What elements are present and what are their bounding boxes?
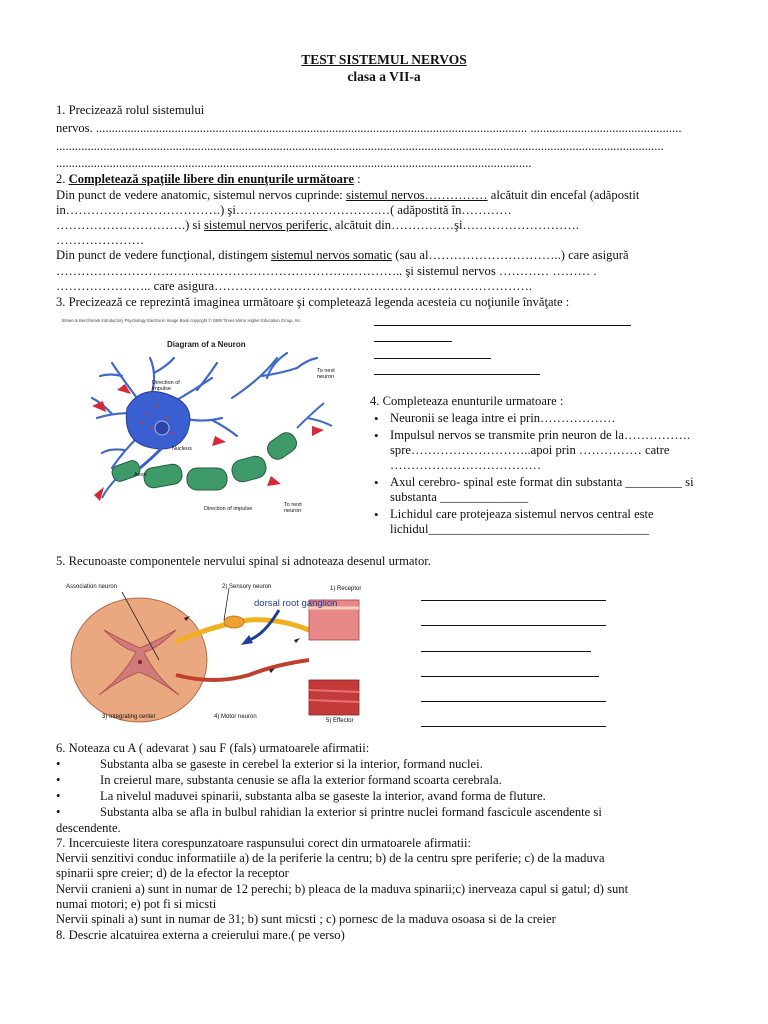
q6-item-4-text: Substanta alba se afla in bulbul rahidian la exterior si printre nuclei formand fascicule ascendente si <box>100 805 602 819</box>
q2-line2: in……………………………….) şi…………………………….…( adăpostită în………… <box>56 203 512 217</box>
label-motor-neuron: 4) Motor neuron <box>214 714 257 720</box>
q5-answer-line-5[interactable] <box>421 701 606 702</box>
q2-line1-b: alcătuit din encefal (adăpostit <box>490 188 640 202</box>
q6-item-3: • La nivelul maduvei spinarii, substanta alba se gaseste la interior, avand forma de fluture. <box>56 789 546 803</box>
q3-answer-line-4[interactable] <box>374 374 540 375</box>
q6-item-2-text: In creierul mare, substanta cenusie se afla la exterior formand scoarta cerebrala. <box>100 773 502 787</box>
q1-line2: nervos. ......................................................................................................................................... ................................................ <box>56 121 682 135</box>
q6-item-1: • Substanta alba se gaseste in cerebel la exterior si la interior, formand nuclei. <box>56 757 483 771</box>
q4-list <box>372 411 718 539</box>
q8-text: 8. Descrie alcatuirea externa a creierului mare.( pe verso) <box>56 928 345 942</box>
q4-item-1: • Neuronii se leaga intre ei prin……………… <box>372 411 718 426</box>
q1-line1: 1. Precizează rolul sistemului <box>56 103 205 117</box>
q7-b-line1: Nervii cranieni a) sunt in numar de 12 perechi; b) pleaca de la maduva spinarii;c) inerveaza capul si gatul; d) sunt <box>56 882 629 896</box>
q4-item-2: • Impulsul nervos se transmite prin neuron de la……………. spre………………………..apoi prin …………… catre ……………………………… <box>372 428 718 473</box>
q2-line7: ………………….. care asigura…………………………………………………………………. <box>56 279 533 293</box>
q3-answer-line-1[interactable] <box>374 325 631 326</box>
label-effector: 5) Effector <box>326 718 354 724</box>
q1-line3: ................................................................................................................................................................................................. <box>56 139 664 153</box>
q5-text: 5. Recunoaste componentele nervului spinal si adnoteaza desenul urmator. <box>56 554 431 568</box>
label-direction-impulse: Direction of impulse <box>152 380 180 392</box>
q6-item-4: • Substanta alba se afla in bulbul rahidian la exterior si printre nuclei formand fascicule ascendente si <box>56 805 602 819</box>
q2-line4: ………………… <box>56 233 145 247</box>
q2-line3-b: alcătuit din……………şi………………………. <box>334 218 579 232</box>
label-sensory-neuron: 2) Sensory neuron <box>222 584 272 590</box>
q2-line5-b: (sau al…………………………..) care asigură <box>395 248 629 262</box>
q5-answer-line-1[interactable] <box>421 600 606 601</box>
label-direction-impulse-bottom: Direction of impulse <box>204 506 253 512</box>
q5-answer-line-6[interactable] <box>421 726 606 727</box>
label-receptor: 1) Receptor <box>330 586 362 592</box>
label-association-neuron: Association neuron <box>66 584 118 590</box>
q4-item-3: • Axul cerebro- spinal este format din substanta _________ si substanta ______________ <box>372 475 718 505</box>
page-title: TEST SISTEMUL NERVOS <box>301 52 467 67</box>
q2-heading-text: Completează spaţiile libere din enunţurile următoare <box>68 172 354 186</box>
q7-a-line2: spinarii spre creier; d) de la efector la receptor <box>56 866 289 880</box>
q2-line1 <box>56 188 716 203</box>
q4-item-4: • Lichidul care protejeaza sistemul nervos central este lichidul___________________________________ <box>372 507 718 537</box>
q6-heading: 6. Noteaza cu A ( adevarat ) sau F (fals) urmatoarele afirmatii: <box>56 741 370 755</box>
q2-line6: ……………………………………………………………………….. şi sistemul nervos ………… ……… . <box>56 264 597 278</box>
q4-heading: 4. Completeaza enunturile urmatoare : <box>370 394 564 408</box>
q3-answer-line-3[interactable] <box>374 358 491 359</box>
q3-answer-line-2[interactable] <box>374 341 452 342</box>
page-subtitle: clasa a VII-a <box>347 69 421 84</box>
label-nucleus: Nucleus <box>172 446 192 452</box>
neuron-diagram-title: Diagram of a Neuron <box>167 340 246 349</box>
q2-line3-a: ………………………….) si <box>56 218 201 232</box>
label-to-next-neuron-bottom: To next neuron <box>284 502 302 514</box>
q2-line5 <box>56 248 716 263</box>
q5-answer-line-4[interactable] <box>421 676 599 677</box>
label-dorsal-root-ganglion: dorsal root ganglion <box>254 598 338 609</box>
q6-item-3-text: La nivelul maduvei spinarii, substanta alba se gaseste la interior, avand forma de fluture. <box>100 789 546 803</box>
q6-item-1-text: Substanta alba se gaseste in cerebel la exterior si la interior, formand nuclei. <box>100 757 483 771</box>
q2-line5-underlined: sistemul nervos somatic <box>271 248 393 262</box>
q2-line3 <box>56 218 716 233</box>
q2-line5-a: Din punct de vedere funcţional, distingem <box>56 248 268 262</box>
q6-item-2: • In creierul mare, substanta cenusie se afla la exterior formand scoarta cerebrala. <box>56 773 502 787</box>
q7-a-line1: Nervii senzitivi conduc informatiile a) de la periferie la centru; b) de la centru spre periferie; c) de la maduva <box>56 851 605 865</box>
q2-line1-a: Din punct de vedere anatomic, sistemul nervos cuprinde: <box>56 188 343 202</box>
q2-line3-underlined: sistemul nervos periferic, <box>203 218 332 232</box>
q2-heading <box>56 172 716 187</box>
q2-number: 2. <box>56 172 66 186</box>
q1-line4: ....................................................................................................................................................... <box>56 156 532 170</box>
q5-answer-line-2[interactable] <box>421 625 606 626</box>
q7-c-line1: Nervii spinali a) sunt in numar de 31; b) sunt micsti ; c) pornesc de la maduva osoasa si de la creier <box>56 912 556 926</box>
spinal-nerve-diagram <box>64 580 364 730</box>
label-to-next-neuron-top: To next neuron <box>317 368 335 380</box>
q7-b-line2: numai motori; e) pot fi si micsti <box>56 897 217 911</box>
neuron-drawing <box>62 318 352 518</box>
label-axon: Axon <box>134 472 147 478</box>
neuron-credit: Brown & Benchmark Introductory Psychology Electronic Image Bank copyright © 1995 Times Mirror Higher Education Group, Inc. <box>62 318 302 323</box>
neuron-diagram <box>62 318 352 518</box>
label-integrating-center: 3) Integrating center <box>102 714 156 720</box>
q2-line1-underlined: sistemul nervos…………… <box>345 188 488 202</box>
q3-text: 3. Precizează ce reprezintă imaginea următoare şi completează legenda acesteia cu noţiunile învăţate : <box>56 295 570 309</box>
q7-heading: 7. Incercuieste litera corespunzatoare raspunsului corect din urmatoarele afirmatii: <box>56 836 472 850</box>
q5-answer-line-3[interactable] <box>421 651 591 652</box>
q6-item-4-cont: descendente. <box>56 821 121 835</box>
q2-colon: : <box>357 172 361 186</box>
